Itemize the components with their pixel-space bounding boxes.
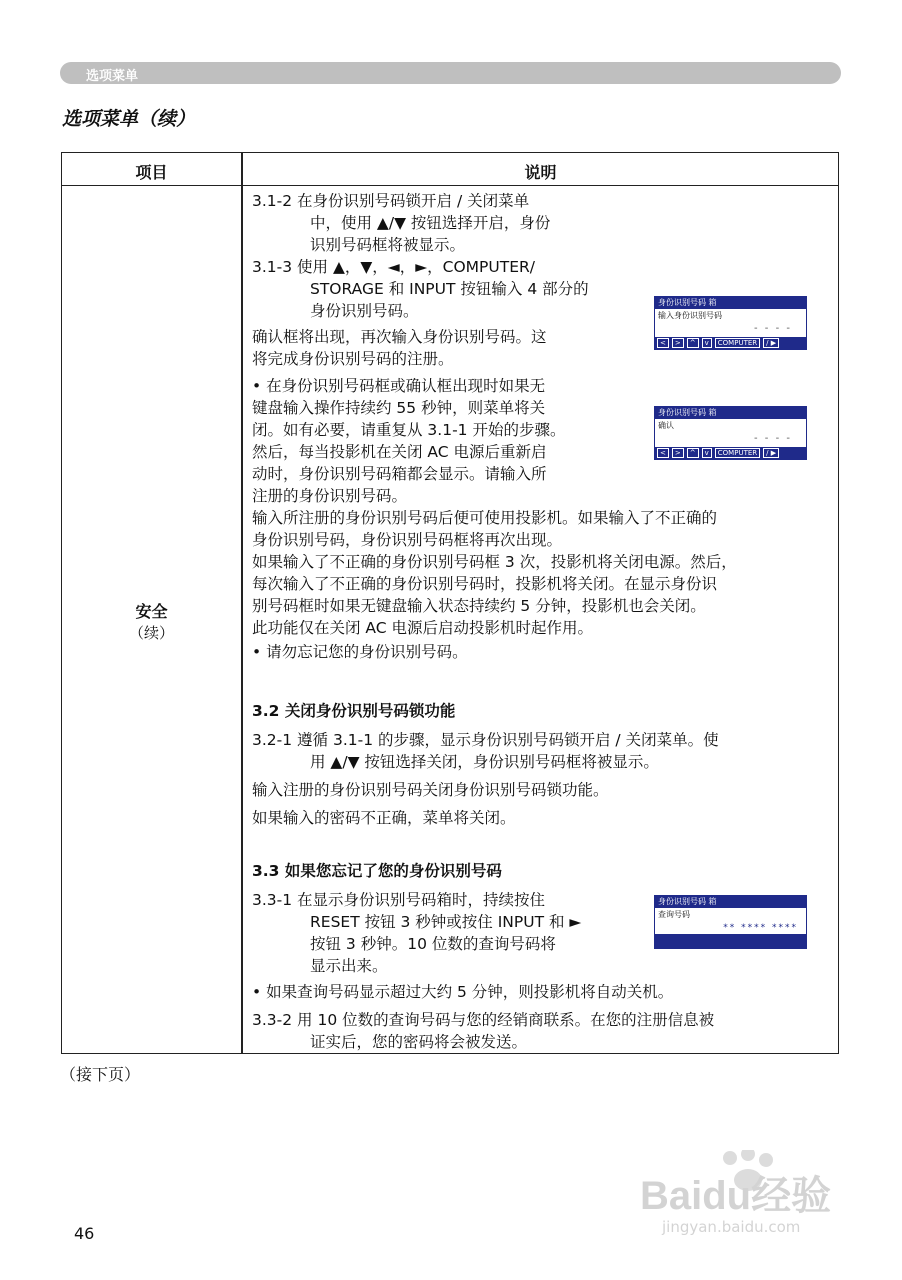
desc-line: 识别号码框将被显示。 <box>310 236 466 254</box>
desc-line: 身份识别号码。 <box>310 302 419 320</box>
desc-line: 3.1-2 在身份识别号码锁开启 / 关闭菜单 <box>252 192 530 210</box>
inquiry-code: ** **** **** <box>723 923 798 933</box>
desc-line: 按钮 3 秒钟。10 位数的查询号码将 <box>310 935 556 953</box>
subsection-title: 3.3 如果您忘记了您的身份识别号码 <box>252 862 502 880</box>
watermark-brand: Baidu经验 <box>640 1174 832 1218</box>
desc-line: 用 ▲/▼ 按钮选择关闭，身份识别号码框将被显示。 <box>310 753 659 771</box>
watermark-site: jingyan.baidu.com <box>662 1218 801 1236</box>
input-key-icon: / ▶ <box>763 338 779 348</box>
left-key-icon: < <box>657 338 669 348</box>
desc-line: 输入注册的身份识别号码关闭身份识别号码锁功能。 <box>252 781 609 799</box>
up-key-icon: ^ <box>687 448 699 458</box>
down-key-icon: v <box>702 338 712 348</box>
screen-title: 身份识别号码 箱 <box>655 407 806 419</box>
computer-key-icon: COMPUTER <box>715 338 760 348</box>
continue-note: （接下页） <box>60 1065 141 1084</box>
desc-line: 中，使用 ▲/▼ 按钮选择开启，身份 <box>310 214 551 232</box>
baidu-watermark <box>632 1150 862 1250</box>
desc-line: STORAGE 和 INPUT 按钮输入 4 部分的 <box>310 280 589 298</box>
item-sub: （续） <box>128 624 174 642</box>
section-title: 选项菜单（续） <box>62 108 196 130</box>
desc-line: 然后，每当投影机在关闭 AC 电源后重新启 <box>252 443 547 461</box>
id-input-screen <box>654 296 807 350</box>
inquiry-code-screen <box>654 895 807 949</box>
screen-label: 输入身份识别号码 <box>658 311 722 320</box>
desc-line: 闭。如有必要，请重复从 3.1-1 开始的步骤。 <box>252 421 566 439</box>
right-key-icon: > <box>672 338 684 348</box>
key-row <box>655 447 806 459</box>
desc-line: 输入所注册的身份识别号码后便可使用投影机。如果输入了不正确的 <box>252 509 718 527</box>
page-number: 46 <box>74 1224 95 1243</box>
desc-line: 显示出来。 <box>310 957 388 975</box>
column-divider <box>241 153 243 1053</box>
id-dashes: - - - - <box>754 323 792 334</box>
desc-line: 证实后，您的密码将会被发送。 <box>310 1033 528 1051</box>
screen-title: 身份识别号码 箱 <box>655 297 806 309</box>
desc-line: 每次输入了不正确的身份识别号码时，投影机将关闭。在显示身份识 <box>252 575 718 593</box>
item-cell <box>62 599 241 643</box>
computer-key-icon: COMPUTER <box>715 448 760 458</box>
desc-line: 注册的身份识别号码。 <box>252 487 408 505</box>
screen-label: 确认 <box>658 421 674 430</box>
desc-line: 此功能仅在关闭 AC 电源后启动投影机时起作用。 <box>252 619 594 637</box>
options-table <box>61 152 839 1054</box>
desc-line: 如果输入了不正确的身份识别号码框 3 次，投影机将关闭电源。然后， <box>252 553 737 571</box>
header-item: 项目 <box>135 163 168 182</box>
id-confirm-screen <box>654 406 807 460</box>
up-key-icon: ^ <box>687 338 699 348</box>
subsection-title: 3.2 关闭身份识别号码锁功能 <box>252 702 456 720</box>
desc-line: 3.3-2 用 10 位数的查询号码与您的经销商联系。在您的注册信息被 <box>252 1011 715 1029</box>
desc-line: 3.1-3 使用 ▲，▼，◄，►，COMPUTER/ <box>252 258 535 276</box>
header-bar <box>60 62 841 84</box>
desc-line: 动时，身份识别号码箱都会显示。请输入所 <box>252 465 547 483</box>
screen-label: 查询号码 <box>658 910 690 919</box>
right-key-icon: > <box>672 448 684 458</box>
id-dashes: - - - - <box>754 433 792 444</box>
item-name: 安全 <box>135 602 168 621</box>
key-row <box>655 337 806 349</box>
left-key-icon: < <box>657 448 669 458</box>
desc-line: 键盘输入操作持续约 55 秒钟，则菜单将关 <box>252 399 546 417</box>
screen-title: 身份识别号码 箱 <box>655 896 806 908</box>
desc-line: 确认框将出现，再次输入身份识别号码。这 <box>252 328 547 346</box>
header-tab-label: 选项菜单 <box>86 69 139 84</box>
desc-line: • 请勿忘记您的身份识别号码。 <box>252 643 468 661</box>
desc-line: 3.3-1 在显示身份识别号码箱时，持续按住 <box>252 891 546 909</box>
desc-line: RESET 按钮 3 秒钟或按住 INPUT 和 ► <box>310 913 582 931</box>
desc-line: 如果输入的密码不正确，菜单将关闭。 <box>252 809 516 827</box>
input-key-icon: / ▶ <box>763 448 779 458</box>
header-description: 说明 <box>524 163 557 182</box>
desc-line: 身份识别号码，身份识别号码框将再次出现。 <box>252 531 563 549</box>
table-header-row <box>62 153 838 186</box>
desc-line: 别号码框时如果无键盘输入状态持续约 5 分钟，投影机也会关闭。 <box>252 597 706 615</box>
desc-line: 3.2-1 遵循 3.1-1 的步骤，显示身份识别号码锁开启 / 关闭菜单。使 <box>252 731 719 749</box>
desc-line: • 在身份识别号码框或确认框出现时如果无 <box>252 377 546 395</box>
down-key-icon: v <box>702 448 712 458</box>
screen-footer <box>655 934 806 948</box>
desc-line: • 如果查询号码显示超过大约 5 分钟，则投影机将自动关机。 <box>252 983 674 1001</box>
desc-line: 将完成身份识别号码的注册。 <box>252 350 454 368</box>
